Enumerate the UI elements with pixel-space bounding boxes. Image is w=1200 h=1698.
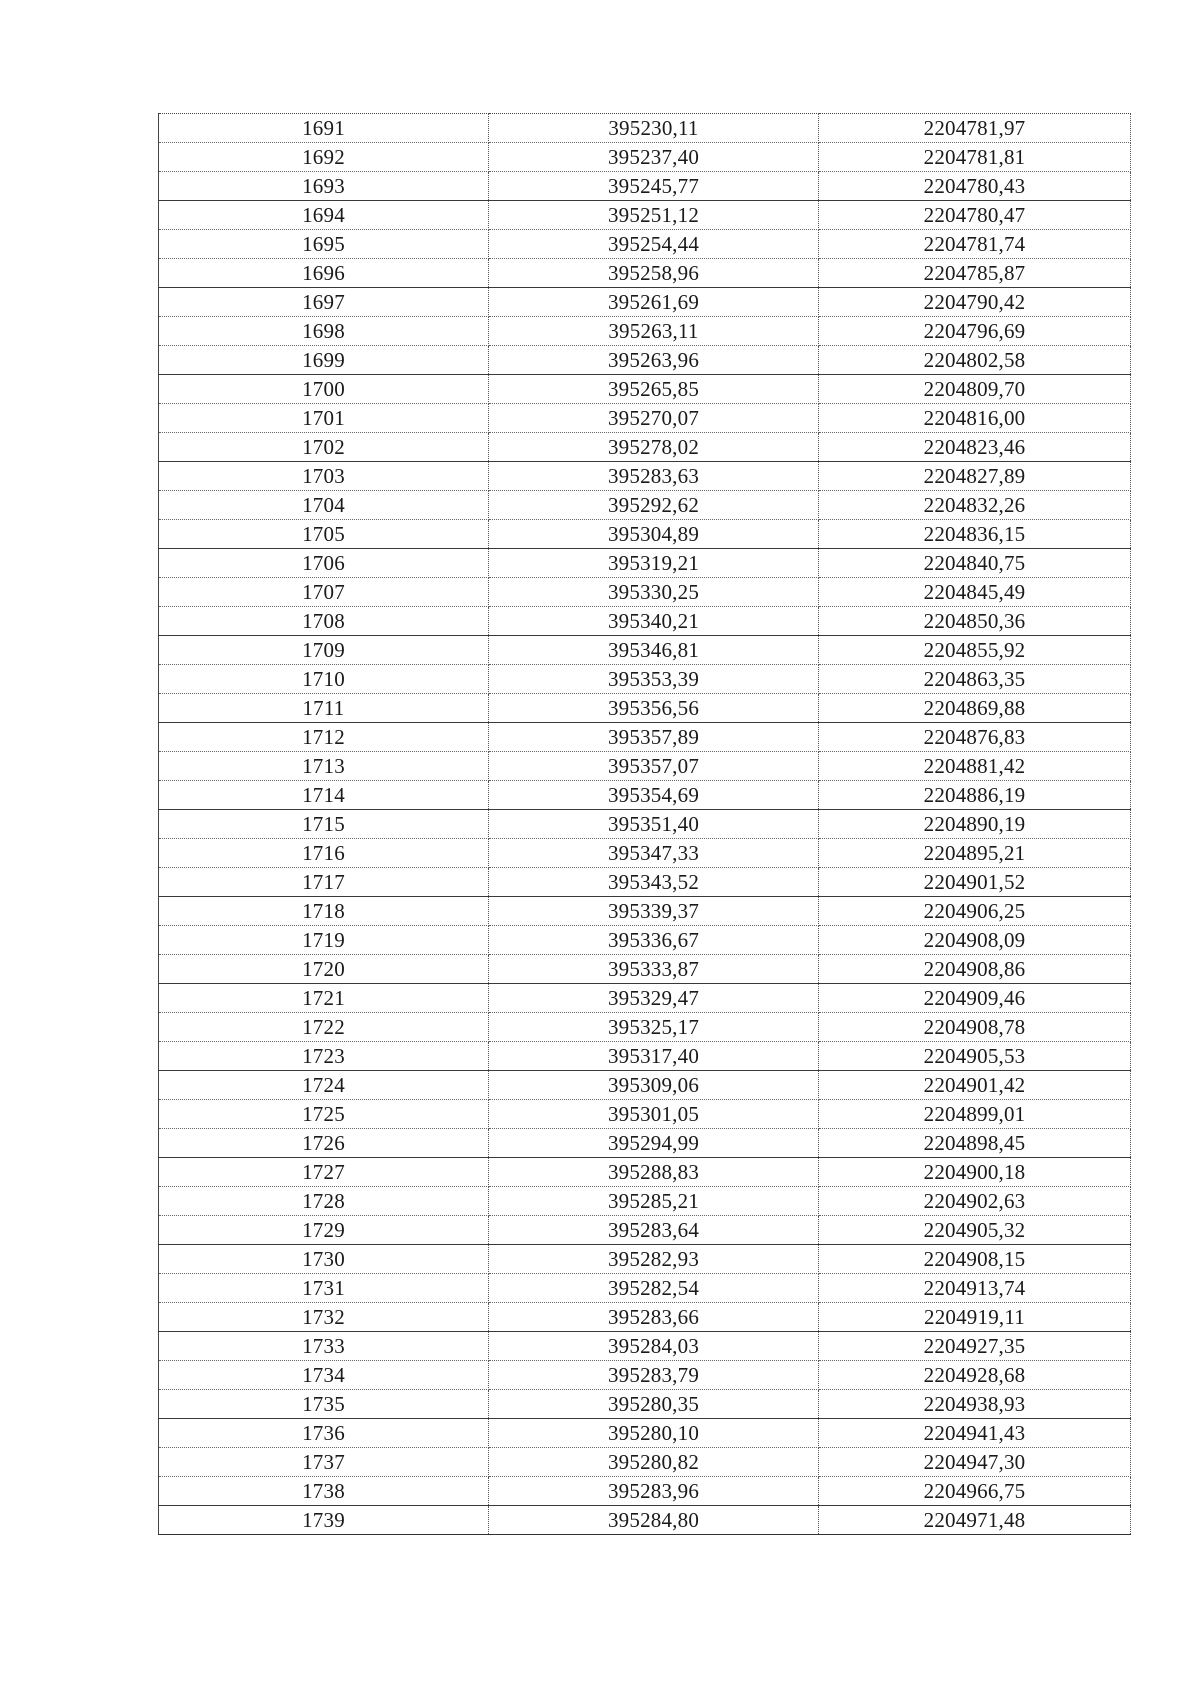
table-row xyxy=(159,1216,1131,1245)
point-number-cell: 1733 xyxy=(159,1332,489,1361)
point-number-cell: 1709 xyxy=(159,636,489,665)
table-row xyxy=(159,1303,1131,1332)
point-number-cell: 1708 xyxy=(159,607,489,636)
table-row xyxy=(159,491,1131,520)
y-coordinate-cell: 2204908,86 xyxy=(819,955,1131,984)
point-number-cell: 1731 xyxy=(159,1274,489,1303)
x-coordinate-cell: 395280,10 xyxy=(489,1419,819,1448)
y-coordinate-cell: 2204908,78 xyxy=(819,1013,1131,1042)
point-number-cell: 1718 xyxy=(159,897,489,926)
x-coordinate-cell: 395284,03 xyxy=(489,1332,819,1361)
y-coordinate-cell: 2204845,49 xyxy=(819,578,1131,607)
y-coordinate-cell: 2204928,68 xyxy=(819,1361,1131,1390)
y-coordinate-cell: 2204941,43 xyxy=(819,1419,1131,1448)
x-coordinate-cell: 395343,52 xyxy=(489,868,819,897)
y-coordinate-cell: 2204840,75 xyxy=(819,549,1131,578)
x-coordinate-cell: 395237,40 xyxy=(489,143,819,172)
table-row xyxy=(159,1390,1131,1419)
table-row xyxy=(159,114,1131,143)
x-coordinate-cell: 395301,05 xyxy=(489,1100,819,1129)
table-row xyxy=(159,346,1131,375)
point-number-cell: 1726 xyxy=(159,1129,489,1158)
y-coordinate-cell: 2204902,63 xyxy=(819,1187,1131,1216)
y-coordinate-cell: 2204802,58 xyxy=(819,346,1131,375)
x-coordinate-cell: 395251,12 xyxy=(489,201,819,230)
y-coordinate-cell: 2204832,26 xyxy=(819,491,1131,520)
table-row xyxy=(159,810,1131,839)
y-coordinate-cell: 2204850,36 xyxy=(819,607,1131,636)
y-coordinate-cell: 2204971,48 xyxy=(819,1506,1131,1535)
y-coordinate-cell: 2204908,15 xyxy=(819,1245,1131,1274)
y-coordinate-cell: 2204790,42 xyxy=(819,288,1131,317)
x-coordinate-cell: 395356,56 xyxy=(489,694,819,723)
table-row xyxy=(159,317,1131,346)
x-coordinate-cell: 395282,54 xyxy=(489,1274,819,1303)
x-coordinate-cell: 395347,33 xyxy=(489,839,819,868)
x-coordinate-cell: 395329,47 xyxy=(489,984,819,1013)
x-coordinate-cell: 395336,67 xyxy=(489,926,819,955)
coordinates-table-body xyxy=(159,114,1131,1535)
x-coordinate-cell: 395270,07 xyxy=(489,404,819,433)
x-coordinate-cell: 395283,96 xyxy=(489,1477,819,1506)
table-row xyxy=(159,1245,1131,1274)
y-coordinate-cell: 2204901,52 xyxy=(819,868,1131,897)
point-number-cell: 1735 xyxy=(159,1390,489,1419)
x-coordinate-cell: 395283,79 xyxy=(489,1361,819,1390)
table-row xyxy=(159,143,1131,172)
point-number-cell: 1737 xyxy=(159,1448,489,1477)
table-row xyxy=(159,578,1131,607)
point-number-cell: 1727 xyxy=(159,1158,489,1187)
table-row xyxy=(159,839,1131,868)
x-coordinate-cell: 395288,83 xyxy=(489,1158,819,1187)
x-coordinate-cell: 395353,39 xyxy=(489,665,819,694)
y-coordinate-cell: 2204876,83 xyxy=(819,723,1131,752)
point-number-cell: 1723 xyxy=(159,1042,489,1071)
y-coordinate-cell: 2204947,30 xyxy=(819,1448,1131,1477)
table-row xyxy=(159,607,1131,636)
table-row xyxy=(159,1419,1131,1448)
table-row xyxy=(159,897,1131,926)
table-row xyxy=(159,1448,1131,1477)
x-coordinate-cell: 395294,99 xyxy=(489,1129,819,1158)
point-number-cell: 1695 xyxy=(159,230,489,259)
x-coordinate-cell: 395278,02 xyxy=(489,433,819,462)
x-coordinate-cell: 395261,69 xyxy=(489,288,819,317)
table-row xyxy=(159,781,1131,810)
point-number-cell: 1724 xyxy=(159,1071,489,1100)
y-coordinate-cell: 2204895,21 xyxy=(819,839,1131,868)
table-row xyxy=(159,1071,1131,1100)
point-number-cell: 1707 xyxy=(159,578,489,607)
point-number-cell: 1715 xyxy=(159,810,489,839)
point-number-cell: 1710 xyxy=(159,665,489,694)
y-coordinate-cell: 2204881,42 xyxy=(819,752,1131,781)
y-coordinate-cell: 2204780,43 xyxy=(819,172,1131,201)
point-number-cell: 1698 xyxy=(159,317,489,346)
x-coordinate-cell: 395351,40 xyxy=(489,810,819,839)
x-coordinate-cell: 395309,06 xyxy=(489,1071,819,1100)
y-coordinate-cell: 2204816,00 xyxy=(819,404,1131,433)
point-number-cell: 1729 xyxy=(159,1216,489,1245)
point-number-cell: 1691 xyxy=(159,114,489,143)
y-coordinate-cell: 2204899,01 xyxy=(819,1100,1131,1129)
table-row xyxy=(159,462,1131,491)
y-coordinate-cell: 2204823,46 xyxy=(819,433,1131,462)
point-number-cell: 1692 xyxy=(159,143,489,172)
point-number-cell: 1697 xyxy=(159,288,489,317)
x-coordinate-cell: 395282,93 xyxy=(489,1245,819,1274)
x-coordinate-cell: 395283,64 xyxy=(489,1216,819,1245)
x-coordinate-cell: 395283,63 xyxy=(489,462,819,491)
point-number-cell: 1739 xyxy=(159,1506,489,1535)
table-row xyxy=(159,984,1131,1013)
table-row xyxy=(159,665,1131,694)
coordinates-table xyxy=(158,113,1131,1535)
point-number-cell: 1702 xyxy=(159,433,489,462)
x-coordinate-cell: 395292,62 xyxy=(489,491,819,520)
point-number-cell: 1719 xyxy=(159,926,489,955)
table-row xyxy=(159,694,1131,723)
point-number-cell: 1712 xyxy=(159,723,489,752)
point-number-cell: 1738 xyxy=(159,1477,489,1506)
y-coordinate-cell: 2204908,09 xyxy=(819,926,1131,955)
x-coordinate-cell: 395319,21 xyxy=(489,549,819,578)
table-row xyxy=(159,1100,1131,1129)
point-number-cell: 1734 xyxy=(159,1361,489,1390)
point-number-cell: 1713 xyxy=(159,752,489,781)
x-coordinate-cell: 395304,89 xyxy=(489,520,819,549)
table-row xyxy=(159,1274,1131,1303)
point-number-cell: 1728 xyxy=(159,1187,489,1216)
point-number-cell: 1706 xyxy=(159,549,489,578)
x-coordinate-cell: 395280,82 xyxy=(489,1448,819,1477)
y-coordinate-cell: 2204781,81 xyxy=(819,143,1131,172)
table-row xyxy=(159,549,1131,578)
x-coordinate-cell: 395333,87 xyxy=(489,955,819,984)
x-coordinate-cell: 395330,25 xyxy=(489,578,819,607)
table-row xyxy=(159,1013,1131,1042)
y-coordinate-cell: 2204909,46 xyxy=(819,984,1131,1013)
y-coordinate-cell: 2204781,97 xyxy=(819,114,1131,143)
table-row xyxy=(159,636,1131,665)
point-number-cell: 1696 xyxy=(159,259,489,288)
y-coordinate-cell: 2204905,53 xyxy=(819,1042,1131,1071)
x-coordinate-cell: 395340,21 xyxy=(489,607,819,636)
table-row xyxy=(159,1361,1131,1390)
point-number-cell: 1716 xyxy=(159,839,489,868)
x-coordinate-cell: 395245,77 xyxy=(489,172,819,201)
point-number-cell: 1701 xyxy=(159,404,489,433)
table-row xyxy=(159,955,1131,984)
x-coordinate-cell: 395285,21 xyxy=(489,1187,819,1216)
table-row xyxy=(159,172,1131,201)
point-number-cell: 1700 xyxy=(159,375,489,404)
table-row xyxy=(159,723,1131,752)
y-coordinate-cell: 2204809,70 xyxy=(819,375,1131,404)
x-coordinate-cell: 395263,11 xyxy=(489,317,819,346)
point-number-cell: 1717 xyxy=(159,868,489,897)
x-coordinate-cell: 395357,89 xyxy=(489,723,819,752)
table-row xyxy=(159,868,1131,897)
y-coordinate-cell: 2204785,87 xyxy=(819,259,1131,288)
x-coordinate-cell: 395357,07 xyxy=(489,752,819,781)
y-coordinate-cell: 2204796,69 xyxy=(819,317,1131,346)
table-row xyxy=(159,1332,1131,1361)
y-coordinate-cell: 2204938,93 xyxy=(819,1390,1131,1419)
y-coordinate-cell: 2204898,45 xyxy=(819,1129,1131,1158)
y-coordinate-cell: 2204905,32 xyxy=(819,1216,1131,1245)
x-coordinate-cell: 395346,81 xyxy=(489,636,819,665)
point-number-cell: 1736 xyxy=(159,1419,489,1448)
table-row xyxy=(159,926,1131,955)
x-coordinate-cell: 395325,17 xyxy=(489,1013,819,1042)
table-row xyxy=(159,752,1131,781)
y-coordinate-cell: 2204913,74 xyxy=(819,1274,1131,1303)
table-row xyxy=(159,1158,1131,1187)
table-row xyxy=(159,404,1131,433)
y-coordinate-cell: 2204836,15 xyxy=(819,520,1131,549)
table-row xyxy=(159,433,1131,462)
point-number-cell: 1694 xyxy=(159,201,489,230)
y-coordinate-cell: 2204827,89 xyxy=(819,462,1131,491)
y-coordinate-cell: 2204780,47 xyxy=(819,201,1131,230)
y-coordinate-cell: 2204781,74 xyxy=(819,230,1131,259)
table-row xyxy=(159,1477,1131,1506)
x-coordinate-cell: 395317,40 xyxy=(489,1042,819,1071)
point-number-cell: 1730 xyxy=(159,1245,489,1274)
x-coordinate-cell: 395263,96 xyxy=(489,346,819,375)
point-number-cell: 1732 xyxy=(159,1303,489,1332)
y-coordinate-cell: 2204855,92 xyxy=(819,636,1131,665)
y-coordinate-cell: 2204869,88 xyxy=(819,694,1131,723)
y-coordinate-cell: 2204927,35 xyxy=(819,1332,1131,1361)
y-coordinate-cell: 2204966,75 xyxy=(819,1477,1131,1506)
y-coordinate-cell: 2204901,42 xyxy=(819,1071,1131,1100)
x-coordinate-cell: 395354,69 xyxy=(489,781,819,810)
x-coordinate-cell: 395280,35 xyxy=(489,1390,819,1419)
y-coordinate-cell: 2204863,35 xyxy=(819,665,1131,694)
y-coordinate-cell: 2204900,18 xyxy=(819,1158,1131,1187)
point-number-cell: 1703 xyxy=(159,462,489,491)
y-coordinate-cell: 2204890,19 xyxy=(819,810,1131,839)
table-row xyxy=(159,1187,1131,1216)
point-number-cell: 1699 xyxy=(159,346,489,375)
point-number-cell: 1711 xyxy=(159,694,489,723)
y-coordinate-cell: 2204886,19 xyxy=(819,781,1131,810)
table-row xyxy=(159,1042,1131,1071)
x-coordinate-cell: 395265,85 xyxy=(489,375,819,404)
table-row xyxy=(159,1129,1131,1158)
table-row xyxy=(159,259,1131,288)
point-number-cell: 1721 xyxy=(159,984,489,1013)
y-coordinate-cell: 2204919,11 xyxy=(819,1303,1131,1332)
table-row xyxy=(159,288,1131,317)
x-coordinate-cell: 395254,44 xyxy=(489,230,819,259)
table-row xyxy=(159,520,1131,549)
x-coordinate-cell: 395230,11 xyxy=(489,114,819,143)
table-row xyxy=(159,375,1131,404)
x-coordinate-cell: 395284,80 xyxy=(489,1506,819,1535)
y-coordinate-cell: 2204906,25 xyxy=(819,897,1131,926)
x-coordinate-cell: 395339,37 xyxy=(489,897,819,926)
table-row xyxy=(159,201,1131,230)
point-number-cell: 1725 xyxy=(159,1100,489,1129)
table-row xyxy=(159,230,1131,259)
point-number-cell: 1720 xyxy=(159,955,489,984)
point-number-cell: 1714 xyxy=(159,781,489,810)
point-number-cell: 1705 xyxy=(159,520,489,549)
point-number-cell: 1693 xyxy=(159,172,489,201)
point-number-cell: 1704 xyxy=(159,491,489,520)
point-number-cell: 1722 xyxy=(159,1013,489,1042)
x-coordinate-cell: 395283,66 xyxy=(489,1303,819,1332)
table-row xyxy=(159,1506,1131,1535)
x-coordinate-cell: 395258,96 xyxy=(489,259,819,288)
